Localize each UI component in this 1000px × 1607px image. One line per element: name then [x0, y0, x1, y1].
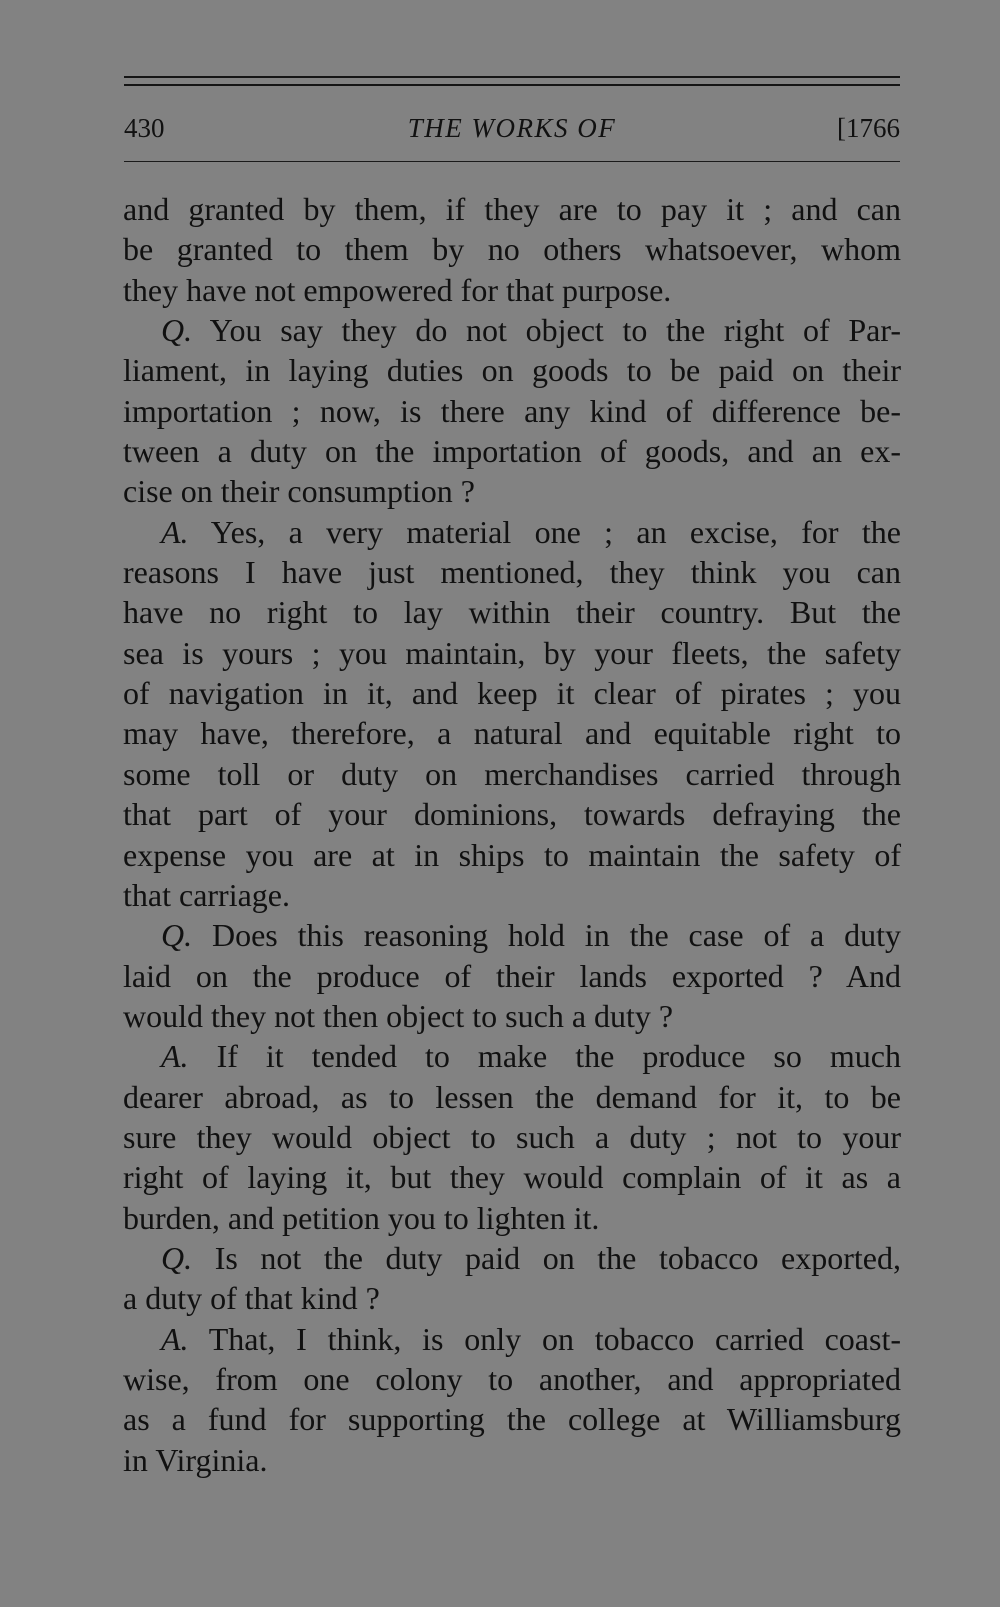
line-text: may have, therefore, a natural and equitable right to — [123, 715, 901, 752]
speaker-label: Q. — [161, 312, 193, 349]
text-line — [123, 552, 901, 592]
body-text — [123, 189, 901, 1480]
text-line — [123, 1077, 901, 1117]
speaker-label: Q. — [161, 1239, 193, 1276]
line-text: in Virginia. — [123, 1441, 268, 1478]
text-line — [123, 270, 901, 310]
speaker-label: A. — [161, 1320, 189, 1357]
line-text: some toll or duty on merchandises carried through — [123, 755, 901, 792]
line-text: laid on the produce of their lands exported ? And — [123, 957, 901, 994]
text-line — [123, 1036, 901, 1076]
line-text: be granted to them by no others whatsoever, whom — [123, 231, 901, 268]
text-line — [123, 794, 901, 834]
text-line — [123, 431, 901, 471]
line-text: sure they would object to such a duty ; not to your — [123, 1118, 901, 1155]
text-line — [123, 1157, 901, 1197]
text-line — [123, 754, 901, 794]
top-double-rule-lower — [124, 84, 900, 86]
line-text: That, I think, is only on tobacco carried coast- — [188, 1320, 901, 1357]
line-text: and granted by them, if they are to pay it ; and can — [123, 191, 901, 227]
text-line — [123, 229, 901, 269]
line-text: cise on their consumption ? — [123, 473, 475, 510]
text-line — [123, 915, 901, 955]
text-line — [123, 1238, 901, 1278]
line-text: expense you are at in ships to maintain the safety of — [123, 836, 901, 873]
line-text: burden, and petition you to lighten it. — [123, 1199, 600, 1236]
line-text: If it tended to make the produce so much — [188, 1038, 901, 1075]
line-text: Is not the duty paid on the tobacco exported, — [192, 1239, 901, 1276]
line-text: that part of your dominions, towards defraying the — [123, 796, 901, 833]
line-text: You say they do not object to the right of Par- — [192, 312, 901, 349]
line-text: of navigation in it, and keep it clear of pirates ; you — [123, 675, 901, 712]
text-line — [123, 1198, 901, 1238]
page-number: 430 — [124, 113, 165, 143]
speaker-label: Q. — [161, 917, 193, 954]
text-line — [123, 512, 901, 552]
line-text: as a fund for supporting the college at Williamsburg — [123, 1401, 901, 1438]
text-line — [123, 471, 901, 511]
running-header — [124, 106, 900, 150]
line-text: a duty of that kind ? — [123, 1280, 380, 1317]
line-text: have no right to lay within their country. But the — [123, 594, 901, 631]
line-text: tween a duty on the importation of goods, and an ex- — [123, 433, 901, 470]
text-line — [123, 592, 901, 632]
text-line — [123, 1399, 901, 1439]
text-line — [123, 1117, 901, 1157]
text-line — [123, 673, 901, 713]
text-line — [123, 835, 901, 875]
text-line — [123, 996, 901, 1036]
speaker-label: A. — [161, 1038, 189, 1075]
text-line — [123, 1359, 901, 1399]
line-text: right of laying it, but they would complain of it as a — [123, 1159, 901, 1196]
text-line — [123, 310, 901, 350]
text-line — [123, 1440, 901, 1480]
top-double-rule-upper — [124, 76, 900, 78]
text-line — [123, 956, 901, 996]
text-line — [123, 875, 901, 915]
line-text: dearer abroad, as to lessen the demand for it, to be — [123, 1078, 901, 1115]
line-text: that carriage. — [123, 876, 290, 913]
line-text: Yes, a very material one ; an excise, for the — [188, 513, 901, 550]
line-text: liament, in laying duties on goods to be paid on their — [123, 352, 901, 389]
text-line — [123, 350, 901, 390]
line-text: would they not then object to such a duty ? — [123, 997, 674, 1034]
line-text: reasons I have just mentioned, they think you can — [123, 554, 901, 591]
line-text: Does this reasoning hold in the case of a duty — [192, 917, 901, 954]
speaker-label: A. — [161, 513, 189, 550]
line-text: they have not empowered for that purpose. — [123, 271, 672, 308]
line-text: wise, from one colony to another, and appropriated — [123, 1360, 901, 1397]
text-line — [123, 713, 901, 753]
header-year: [1766 — [837, 113, 900, 143]
text-line — [123, 189, 901, 229]
text-line — [123, 1278, 901, 1318]
header-rule — [124, 161, 900, 162]
text-line — [123, 1319, 901, 1359]
line-text: importation ; now, is there any kind of difference be- — [123, 392, 901, 429]
text-line — [123, 391, 901, 431]
running-title: THE WORKS OF — [407, 113, 617, 143]
text-line — [123, 633, 901, 673]
line-text: sea is yours ; you maintain, by your fleets, the safety — [123, 634, 901, 671]
